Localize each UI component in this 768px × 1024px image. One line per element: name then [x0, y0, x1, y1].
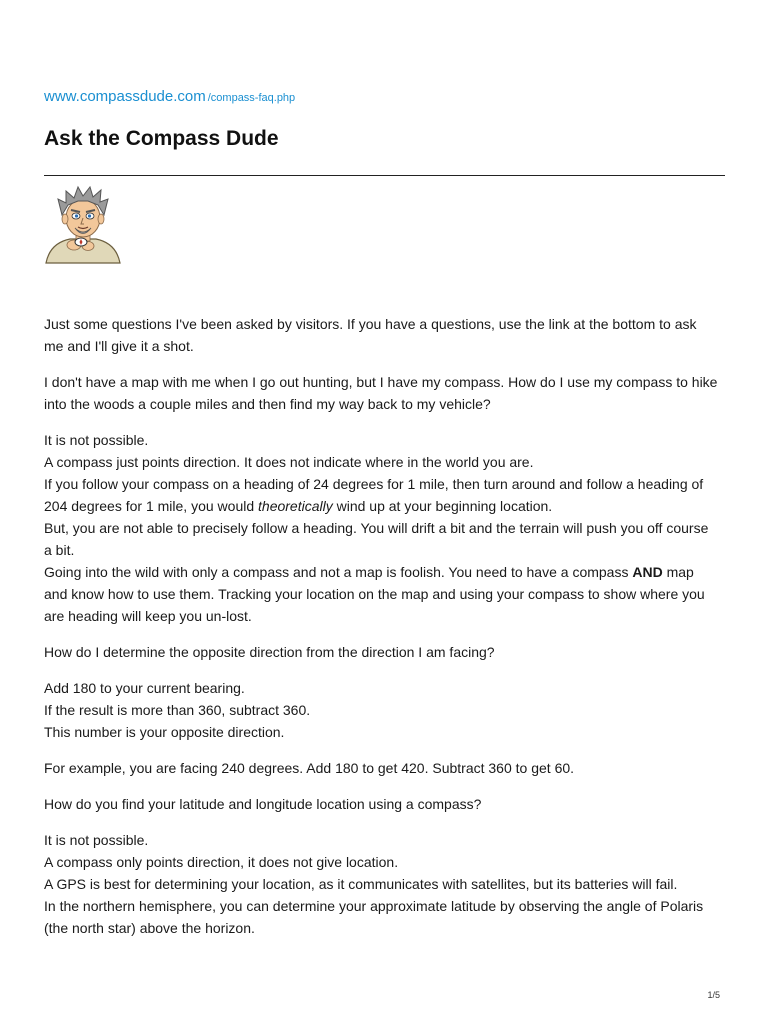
text-line: If the result is more than 360, subtract 360. [44, 702, 311, 718]
text-line [44, 561, 728, 583]
faq-content [44, 313, 728, 953]
text-line: me and I'll give it a shot. [44, 338, 194, 354]
text-line: In the northern hemisphere, you can determine your approximate latitude by observing the angle of Polaris [44, 898, 704, 914]
text-line: Just some questions I've been asked by visitors. If you have a questions, use the link at the bottom to ask [44, 316, 697, 332]
text-line: are heading will keep you un-lost. [44, 608, 252, 624]
text-line: It is not possible. [44, 432, 149, 448]
url-path-link[interactable]: /compass-faq.php [207, 92, 296, 104]
text-line: If you follow your compass on a heading of 24 degrees for 1 mile, then turn around and follow a heading of [44, 476, 704, 492]
text-line: How do you find your latitude and longitude location using a compass? [44, 796, 482, 812]
bold-text: AND [632, 564, 663, 580]
text-line: a bit. [44, 542, 75, 558]
answer-3 [44, 829, 728, 939]
text-line: But, you are not able to precisely follow a heading. You will drift a bit and the terrain will push you off course [44, 520, 709, 536]
emphasis-text: theoretically [258, 498, 333, 514]
text-line: (the north star) above the horizon. [44, 920, 255, 936]
text-fragment: Going into the wild with only a compass and not a map is foolish. You need to have a compass [44, 564, 633, 580]
text-line: This number is your opposite direction. [44, 724, 285, 740]
title-divider [44, 175, 725, 176]
url-domain-link[interactable]: www.compassdude.com [44, 88, 206, 105]
text-line: into the woods a couple miles and then find my way back to my vehicle? [44, 396, 491, 412]
page-title: Ask the Compass Dude [44, 127, 279, 150]
page-number: 1/5 [707, 990, 720, 1000]
text-line: It is not possible. [44, 832, 149, 848]
source-url[interactable] [44, 88, 295, 106]
text-line: A compass only points direction, it does not give location. [44, 854, 399, 870]
question-1 [44, 371, 728, 415]
question-2 [44, 641, 728, 663]
text-line: Add 180 to your current bearing. [44, 680, 245, 696]
text-line: I don't have a map with me when I go out hunting, but I have my compass. How do I use my compass to hike [44, 374, 718, 390]
text-fragment: 204 degrees for 1 mile, you would [44, 498, 259, 514]
text-line: How do I determine the opposite direction from the direction I am facing? [44, 644, 495, 660]
text-line: For example, you are facing 240 degrees. Add 180 to get 420. Subtract 360 to get 60. [44, 760, 575, 776]
text-line [44, 495, 728, 517]
answer-1 [44, 429, 728, 627]
example-paragraph [44, 757, 728, 779]
text-fragment: map [662, 564, 694, 580]
text-line: A compass just points direction. It does not indicate where in the world you are. [44, 454, 534, 470]
text-line: A GPS is best for determining your location, as it communicates with satellites, but its batteries will fail. [44, 876, 678, 892]
text-fragment: wind up at your beginning location. [332, 498, 553, 514]
text-line: and know how to use them. Tracking your location on the map and using your compass to show where you [44, 586, 705, 602]
question-3 [44, 793, 728, 815]
intro-paragraph [44, 313, 728, 357]
answer-2 [44, 677, 728, 743]
compass-dude-cartoon-icon [44, 185, 122, 265]
